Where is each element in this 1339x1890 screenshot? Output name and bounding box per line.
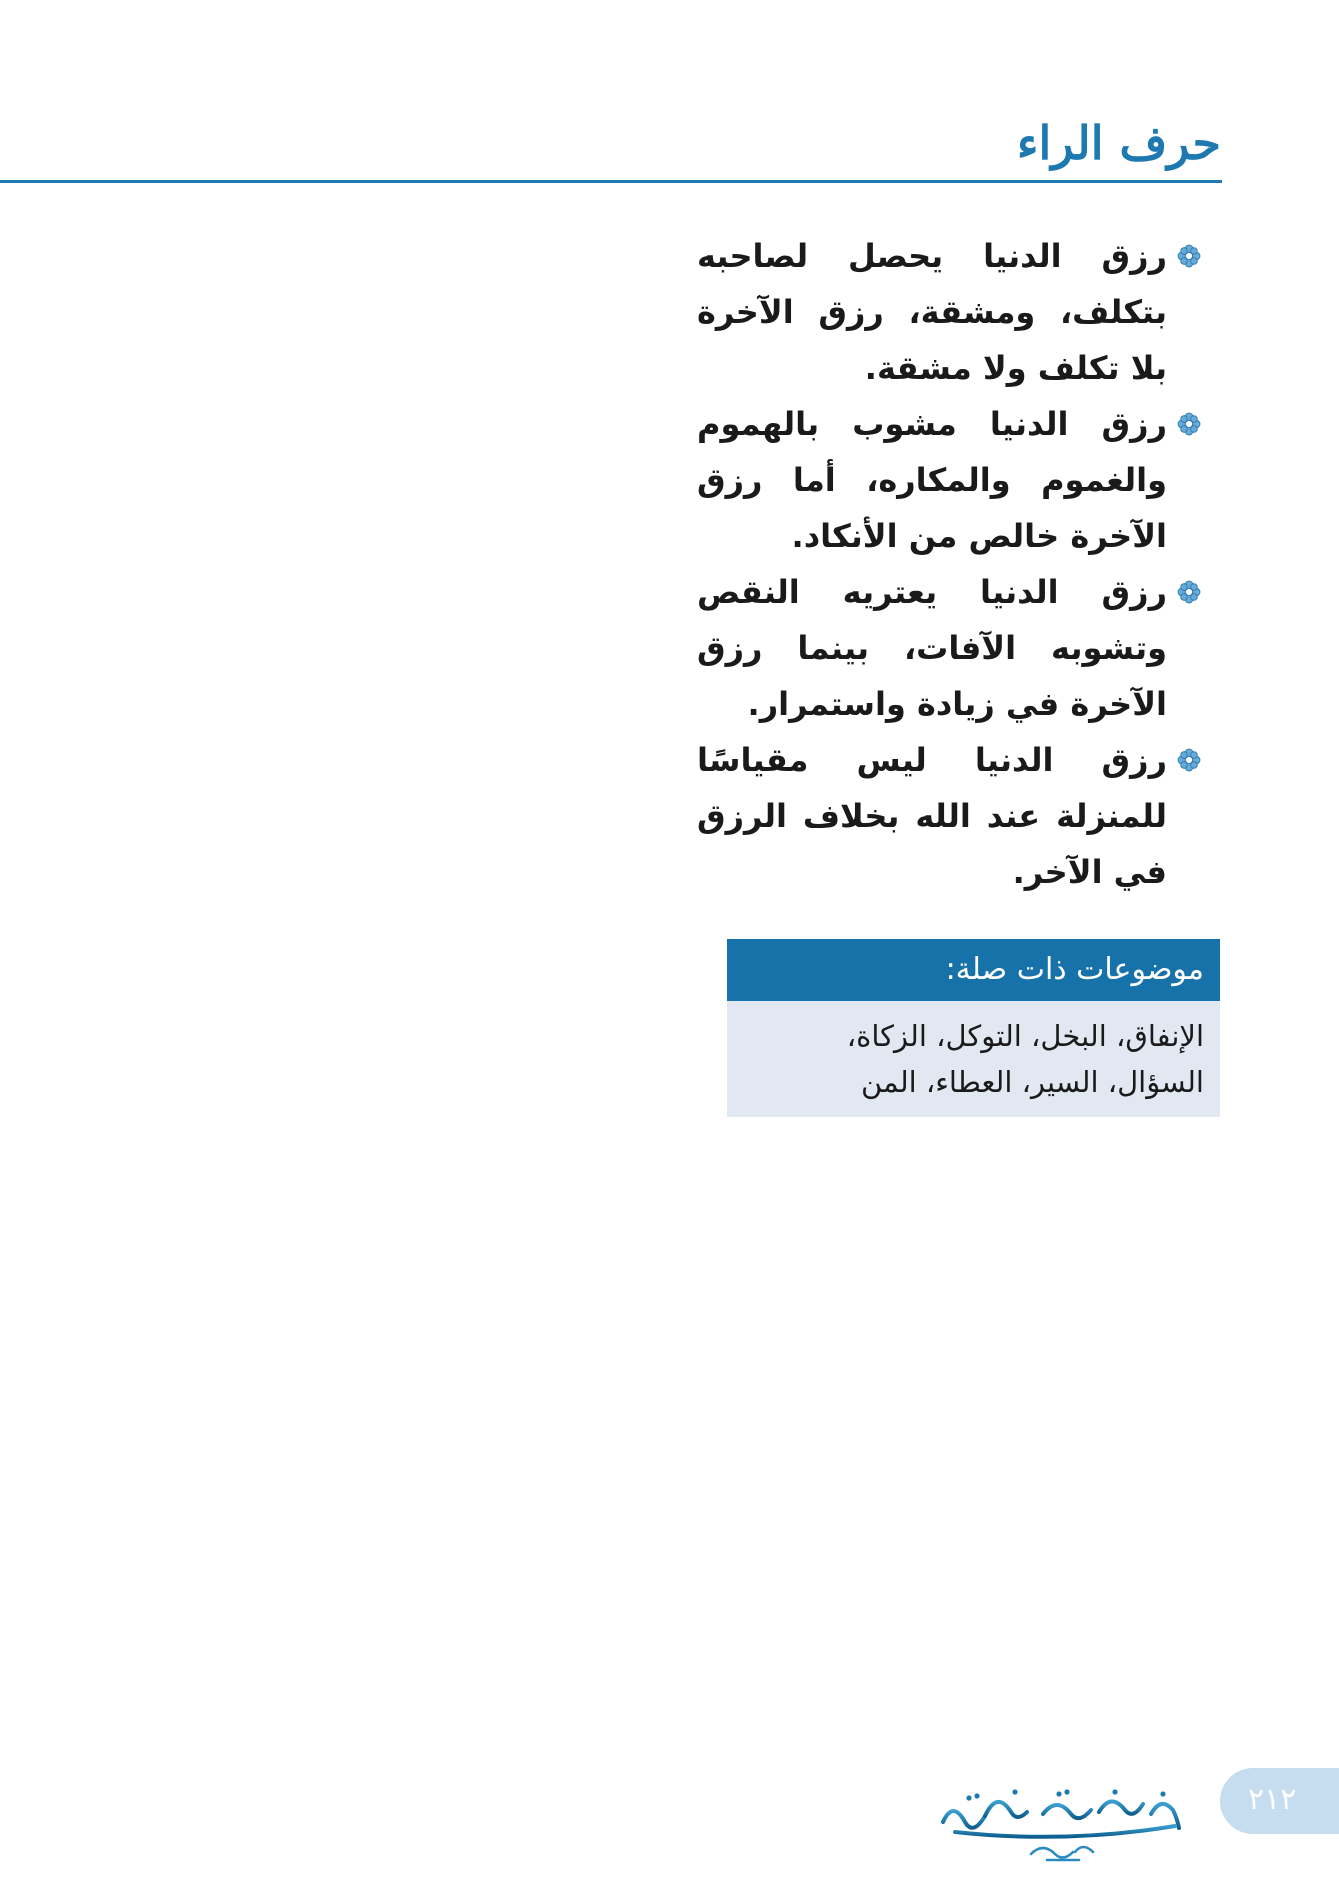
bullet-text: رزق الدنيا ليس مقياسًا للمنزلة عند الله بخلاف الرزق في الآخر. <box>697 741 1167 891</box>
flower-bullet-icon <box>1177 412 1201 436</box>
bullet-text: رزق الدنيا مشوب بالهموم والغموم والمكاره، أما رزق الآخرة خالص من الأنكاد. <box>697 405 1167 555</box>
header-divider <box>0 180 1222 183</box>
list-item <box>697 564 1167 732</box>
flower-bullet-icon <box>1177 748 1201 772</box>
chapter-title: حرف الراء <box>1016 116 1221 170</box>
flower-bullet-icon <box>1177 580 1201 604</box>
flower-bullet-icon <box>1177 244 1201 268</box>
bullet-text: رزق الدنيا يحصل لصاحبه بتكلف، ومشقة، رزق الآخرة بلا تكلف ولا مشقة. <box>697 237 1167 387</box>
related-topics-list: الإنفاق، البخل، التوكل، الزكاة، السؤال، السير، العطاء، المن <box>727 1001 1220 1117</box>
related-topics-box <box>727 939 1220 1117</box>
bullet-list <box>697 228 1167 900</box>
list-item <box>697 228 1167 396</box>
related-topics-heading: موضوعات ذات صلة: <box>727 939 1220 1001</box>
list-item <box>697 732 1167 900</box>
page-number: ٢١٢ <box>1248 1782 1297 1817</box>
list-item <box>697 396 1167 564</box>
bullet-text: رزق الدنيا يعتريه النقص وتشوبه الآفات، بينما رزق الآخرة في زيادة واستمرار. <box>697 573 1167 723</box>
encyclopedia-logo <box>935 1770 1185 1870</box>
